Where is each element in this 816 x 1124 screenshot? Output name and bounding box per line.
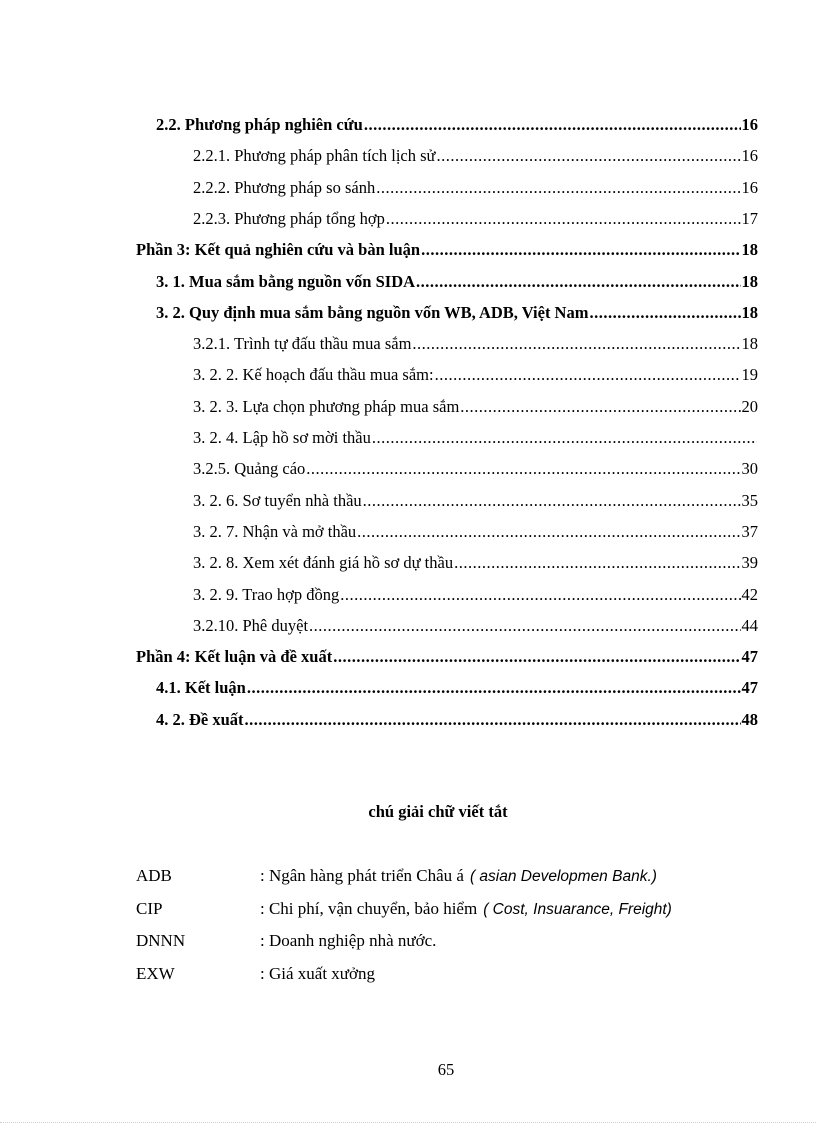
toc-entry — [193, 208, 758, 230]
toc-entry-page: 35 — [741, 491, 758, 510]
abbreviation-row — [136, 864, 776, 888]
toc-entry-title: 4.1. Kết luận — [156, 678, 246, 697]
abbreviation-term: ADB — [136, 866, 172, 885]
abbreviation-meaning: : Chi phí, vận chuyển, bảo hiểm — [260, 899, 478, 918]
toc-entry — [156, 114, 758, 136]
toc-dot-leader — [340, 584, 740, 606]
abbreviation-description — [260, 929, 436, 953]
abbreviation-english: ( asian Developmen Bank.) — [469, 868, 657, 885]
toc-entry-page: 18 — [741, 272, 758, 291]
abbreviation-english: ( Cost, Insuarance, Freight) — [483, 901, 672, 918]
toc-entry — [193, 521, 758, 543]
toc-entry-page: 30 — [741, 459, 758, 478]
toc-entry-page: 17 — [741, 209, 758, 228]
toc-entry — [156, 677, 758, 699]
toc-dot-leader — [416, 271, 740, 293]
toc-entry-page: 16 — [741, 146, 758, 165]
abbreviation-term: CIP — [136, 899, 163, 918]
toc-entry-page: 47 — [741, 678, 758, 697]
toc-entry-title: 2.2.1. Phương pháp phân tích lịch sử — [193, 146, 436, 165]
toc-entry-title: 2.2.2. Phương pháp so sánh — [193, 178, 376, 197]
toc-entry-title: 3. 2. 9. Trao hợp đồng — [193, 585, 340, 604]
toc-dot-leader — [386, 208, 741, 230]
toc-dot-leader — [245, 709, 741, 731]
abbreviation-description — [260, 897, 672, 922]
toc-entry-title: 3. 2. 7. Nhận và mở thầu — [193, 522, 357, 541]
toc-entry-page: 20 — [741, 397, 758, 416]
toc-entry-page: 42 — [741, 585, 758, 604]
toc-dot-leader — [306, 458, 740, 480]
toc-entry-title: Phần 4: Kết luận và đề xuất — [136, 647, 333, 666]
toc-entry-title: 3.2.10. Phê duyệt — [193, 616, 309, 635]
toc-entry — [156, 302, 758, 324]
toc-entry-title: 3. 2. 8. Xem xét đánh giá hồ sơ dự thầu — [193, 553, 454, 572]
toc-dot-leader — [454, 552, 740, 574]
toc-dot-leader — [309, 615, 740, 637]
abbreviations-heading: chú giải chữ viết tắt — [368, 802, 508, 821]
abbreviation-description — [260, 962, 375, 986]
toc-entry-title: 3.2.1. Trình tự đấu thầu mua sắm — [193, 334, 412, 353]
toc-entry — [193, 552, 758, 574]
abbreviation-meaning: : Doanh nghiệp nhà nước. — [260, 931, 437, 950]
toc-entry-title: 3. 2. 3. Lựa chọn phương pháp mua sắm — [193, 397, 460, 416]
toc-entry — [193, 145, 758, 167]
toc-entry-title: 3. 1. Mua sắm bằng nguồn vốn SIDA — [156, 272, 416, 291]
toc-entry-page: 39 — [741, 553, 758, 572]
toc-entry-page: 16 — [741, 178, 758, 197]
toc-entry — [156, 709, 758, 731]
toc-entry — [193, 396, 758, 418]
toc-entry — [193, 427, 758, 449]
toc-dot-leader — [421, 239, 740, 261]
toc-entry-page: 37 — [741, 522, 758, 541]
toc-dot-leader — [435, 364, 741, 386]
toc-entry-page: 18 — [741, 303, 758, 322]
abbreviation-meaning: : Giá xuất xưởng — [260, 964, 375, 983]
toc-entry-page: 47 — [741, 647, 758, 666]
toc-entry-title: 3. 2. 6. Sơ tuyển nhà thầu — [193, 491, 362, 510]
toc-dot-leader — [357, 521, 740, 543]
abbreviation-row — [136, 962, 776, 986]
toc-entry — [156, 271, 758, 293]
abbreviation-term: EXW — [136, 964, 175, 983]
toc-entry-title: Phần 3: Kết quả nghiên cứu và bàn luận — [136, 240, 421, 259]
toc-entry-title: 3. 2. 2. Kế hoạch đấu thầu mua sắm: — [193, 365, 434, 384]
toc-entry-page: 48 — [741, 710, 758, 729]
toc-entry — [136, 646, 758, 668]
toc-entry-title: 4. 2. Đề xuất — [156, 710, 244, 729]
toc-dot-leader — [333, 646, 740, 668]
toc-entry — [193, 333, 758, 355]
abbreviation-row — [136, 897, 776, 921]
abbreviation-row — [136, 929, 776, 953]
toc-entry-page: 16 — [741, 115, 758, 134]
abbreviation-description — [260, 864, 657, 889]
toc-dot-leader — [436, 145, 740, 167]
toc-entry-page: 19 — [741, 365, 758, 384]
toc-entry-page: 18 — [741, 334, 758, 353]
toc-entry-title: 3. 2. 4. Lập hồ sơ mời thầu — [193, 428, 371, 447]
toc-entry — [136, 239, 758, 261]
toc-entry — [193, 364, 758, 386]
toc-dot-leader — [247, 677, 741, 699]
toc-dot-leader — [460, 396, 740, 418]
toc-entry-title: 2.2. Phương pháp nghiên cứu — [156, 115, 363, 134]
toc-dot-leader — [363, 490, 741, 512]
toc-entry-title: 2.2.3. Phương pháp tổng hợp — [193, 209, 385, 228]
toc-dot-leader — [364, 114, 741, 136]
toc-dot-leader — [412, 333, 740, 355]
toc-entry — [193, 458, 758, 480]
toc-dot-leader — [372, 427, 757, 449]
abbreviation-term: DNNN — [136, 931, 186, 950]
toc-entry-page: 44 — [741, 616, 758, 635]
page-number: 65 — [437, 1060, 455, 1079]
toc-entry-page: 18 — [741, 240, 758, 259]
toc-dot-leader — [589, 302, 740, 324]
toc-entry — [193, 490, 758, 512]
toc-entry-title: 3.2.5. Quảng cáo — [193, 459, 306, 478]
toc-entry — [193, 584, 758, 606]
toc-entry — [193, 615, 758, 637]
toc-dot-leader — [376, 177, 740, 199]
toc-entry — [193, 177, 758, 199]
abbreviation-meaning: : Ngân hàng phát triển Châu á — [260, 866, 464, 885]
toc-entry-title: 3. 2. Quy định mua sắm bằng nguồn vốn WB, ADB, Việt Nam — [156, 303, 589, 322]
